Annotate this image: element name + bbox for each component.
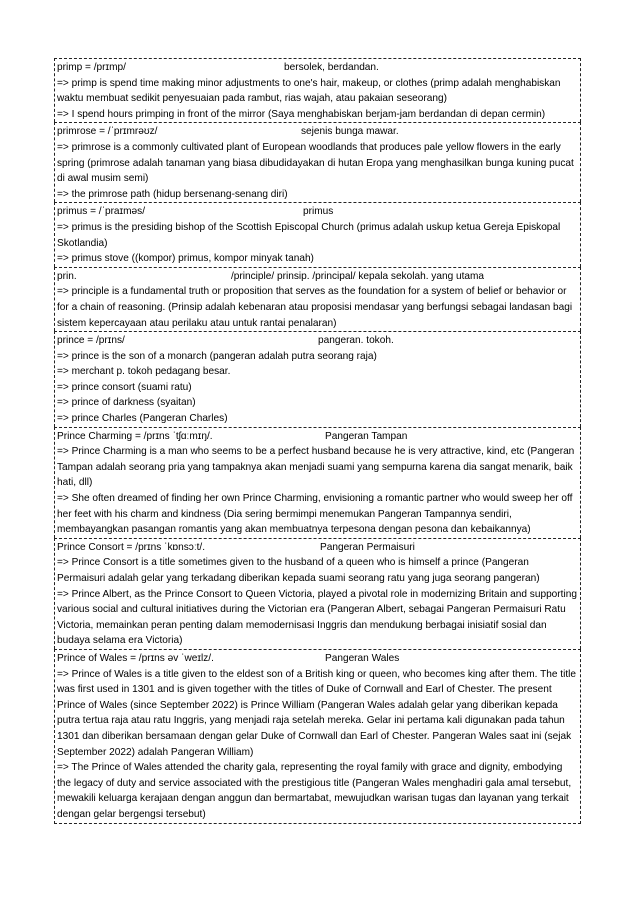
entry-headword-line <box>57 651 578 667</box>
entry-term: prin. <box>57 270 77 282</box>
entry-headword-line <box>57 124 578 140</box>
entry-meaning: bersolek, berdandan. <box>284 62 379 73</box>
entry-explanation-line: => Prince Charming is a man who seems to be a perfect husband because he is very attractive, kind, etc (Pangeran Tampan adalah seorang pria yang tampaknya akan menjadi suami yang sempurna karena dia sangat menarik, baik hati, dll) <box>57 446 575 489</box>
entry-explanation-line: => Prince Albert, as the Prince Consort to Queen Victoria, played a pivotal role in modernizing Britain and supporting various social and cultural initiatives during the Victorian era (Pangeran Albert, sebagai Pangeran Permaisuri Ratu Victoria, memainkan peran penting dalam memodernisasi Inggris dan mendukung berbagai inisiatif sosial dan budaya selama era Victoria) <box>57 588 577 647</box>
entry-explanation-line: => merchant p. tokoh pedagang besar. <box>57 366 231 378</box>
entry-explanation-line: => She often dreamed of finding her own Prince Charming, envisioning a romantic partner who would sweep her off her feet with his charm and kindness (Dia sering bermimpi menemukan Pangeran Tampannya sendiri, membayangkan pasangan romantis yang akan membuatnya terpesona dengan pesona dan kebaikannya) <box>57 493 573 536</box>
entry-term: primrose = /ˈprɪmrəʊz/ <box>57 126 158 138</box>
entry-explanation-line: => The Prince of Wales attended the charity gala, representing the royal family with grace and dignity, embodying the legacy of duty and service associated with the prestigious title (Pangeran Wales menghadiri gala amal tersebut, mewakili keluarga kerajaan dengan anggun dan bermartabat, mewujudkan warisan tugas dan layanan yang terkait dengan gelar bergengsi tersebut) <box>57 762 572 820</box>
dictionary-document <box>54 58 581 824</box>
entry-explanation-line: => principle is a fundamental truth or proposition that serves as the foundation for a system of belief or behavior or for a chain of reasoning. (Prinsip adalah kebenaran atau proposisi mendasar yang berfungsi sebagai landasan bagi sistem kepercayaan atau perilaku atau untuk rantai penalaran) <box>57 286 573 329</box>
dictionary-entry <box>54 649 581 824</box>
entry-explanation-line: => primp is spend time making minor adjustments to one's hair, makeup, or clothes (primp adalah menghabiskan waktu membuat sedikit penyesuaian pada rambut, rias wajah, atau pakaian seseorang) <box>57 77 561 105</box>
entry-meaning: pangeran. tokoh. <box>318 335 394 347</box>
entry-explanation-line: => I spend hours primping in front of the mirror (Saya menghabiskan berjam-jam berdandan di depan cermin) <box>57 108 546 120</box>
entry-explanation-line: => prince Charles (Pangeran Charles) <box>57 413 228 425</box>
entry-explanation-line: => primrose is a commonly cultivated plant of European woodlands that produces pale yellow flowers in the early spring (primrose adalah tanaman yang biasa dibudidayakan di hutan Eropa yang menghasilkan bunga kuning pucat di awal musim semi) <box>57 141 574 185</box>
entry-headword-line <box>57 333 578 349</box>
entry-explanation-line: => Prince Consort is a title sometimes given to the husband of a queen who is himself a prince (Pangeran Permaisuri adalah gelar yang terkadang diberikan kepada suami seorang ratu yang juga seorang pangeran) <box>57 557 540 584</box>
entry-headword-line <box>57 204 578 220</box>
entry-headword-line <box>57 429 578 445</box>
entry-meaning: Pangeran Wales <box>325 652 400 664</box>
entry-explanation-line: => Prince of Wales is a title given to the eldest son of a British king or queen, who becomes king after them. The title was first used in 1301 and is given together with the titles of Duke of Cornwall and Earl of Chester. The present Prince of Wales (since September 2022) is Prince William (Pangeran Wales adalah gelar yang diberikan kepada putra tertua raja atau ratu Inggris, yang menjadi raja setelah mereka. Gelar ini pertama kali digunakan pada tahun 1301 dan diberikan bersamaan dengan gelar Duke of Cornwall dan Earl of Chester. Pangeran Wales saat ini (sejak September 2022) adalah Pangeran William) <box>57 668 576 758</box>
dictionary-entry <box>54 427 581 538</box>
dictionary-entry <box>54 58 581 122</box>
entry-headword-line <box>57 269 578 285</box>
entry-term: Prince Charming = /prɪns ˈtʃɑːmɪŋ/. <box>57 430 213 442</box>
entry-headword-line <box>57 60 578 76</box>
entry-explanation-line: => the primrose path (hidup bersenang-senang diri) <box>57 188 288 200</box>
dictionary-entry <box>54 202 581 266</box>
entry-headword-line <box>57 540 578 556</box>
dictionary-entry <box>54 122 581 202</box>
dictionary-entry <box>54 331 581 427</box>
entry-explanation-line: => prince consort (suami ratu) <box>57 381 192 393</box>
entry-term: prince = /prɪns/ <box>57 335 125 347</box>
entry-meaning: Pangeran Permaisuri <box>320 541 415 553</box>
dictionary-entry <box>54 267 581 331</box>
entry-term: primp = /prɪmp/ <box>57 62 126 73</box>
entry-term: Prince Consort = /prɪns ˈkɒnsɔːt/. <box>57 541 206 553</box>
entry-explanation-line: => prince is the son of a monarch (pangeran adalah putra seorang raja) <box>57 350 377 362</box>
entry-meaning: /principle/ prinsip. /principal/ kepala sekolah. yang utama <box>231 270 485 282</box>
entry-term: primus = /ˈpraɪməs/ <box>57 206 146 218</box>
entry-meaning: sejenis bunga mawar. <box>301 126 399 138</box>
entry-explanation-line: => primus is the presiding bishop of the Scottish Episcopal Church (primus adalah uskup ketua Gereja Episkopal Skotlandia) <box>57 221 561 249</box>
entry-explanation-line: => primus stove ((kompor) primus, kompor minyak tanah) <box>57 253 314 265</box>
entry-term: Prince of Wales = /prɪns əv ˈweɪlz/. <box>57 652 214 664</box>
entry-explanation-line: => prince of darkness (syaitan) <box>57 397 196 409</box>
entry-meaning: Pangeran Tampan <box>325 430 408 442</box>
entry-meaning: primus <box>303 206 334 218</box>
dictionary-entry <box>54 538 581 649</box>
